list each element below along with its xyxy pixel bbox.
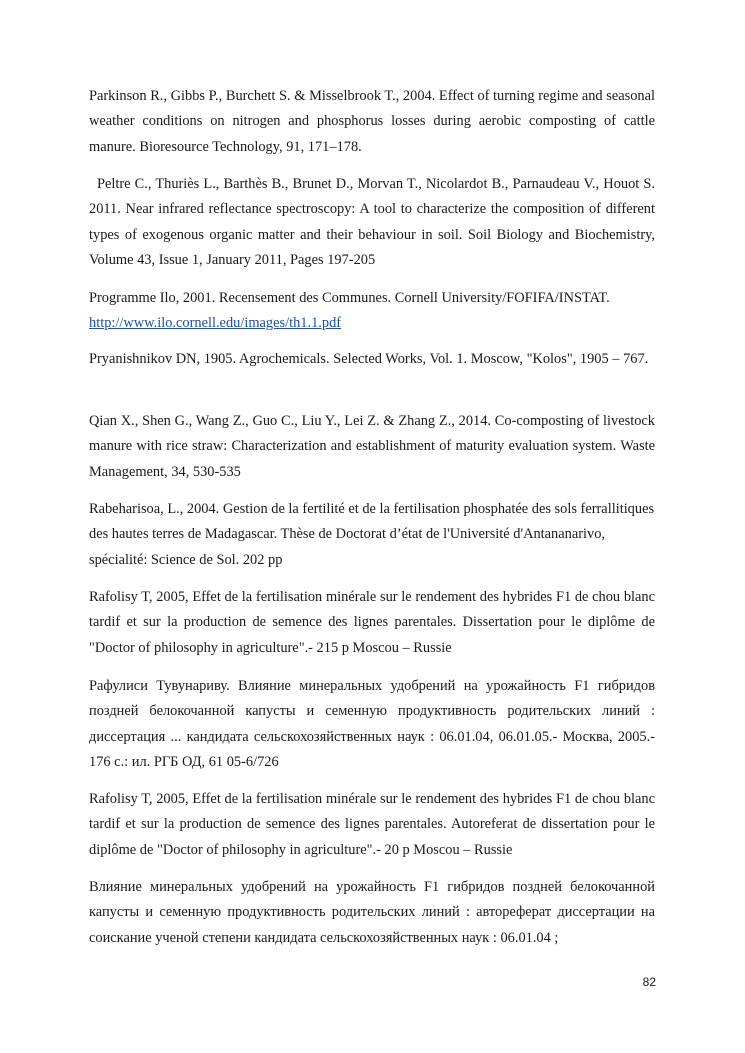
reference-rafolisy-2: Rafolisy T, 2005, Effet de la fertilisation minérale sur le rendement des hybrides F1 de chou blanc tardif et sur la production de semence des lignes parentales. Autoreferat de dissertation pour le diplôme de "Doctor of philosophy in agriculture".- 20 p Moscou – Russie <box>89 791 655 858</box>
reference-programme-ilo-text: Programme Ilo, 2001. Recensement des Communes. Cornell University/FOFIFA/INSTAT. <box>89 290 610 306</box>
reference-qian: Qian X., Shen G., Wang Z., Guo C., Liu Y., Lei Z. & Zhang Z., 2014. Co-composting of livestock manure with rice straw: Characterization and establishment of maturity evaluation system. Waste Management, 34, 530-535 <box>89 413 655 480</box>
reference-parkinson: Parkinson R., Gibbs P., Burchett S. & Misselbrook T., 2004. Effect of turning regime and seasonal weather conditions on nitrogen and phosphorus losses during aerobic composting of cattle manure. Bioresource Technology, 91, 171–178. <box>89 88 655 155</box>
page-number: 82 <box>642 975 656 989</box>
reference-rafulisi: Рафулиси Тувунариву. Влияние минеральных удобрений на урожайность F1 гибридов поздней белокочанной капусты и семенную продуктивность родительских линий : диссертация ... кандидата сельскохозяйственных наук : 06.01.04, 06.01.05.- Москва, 2005.- 176 с.: ил. РГБ ОД, 61 05-6/726 <box>89 678 655 771</box>
reference-vliyanie: Влияние минеральных удобрений на урожайность F1 гибридов поздней белокочанной капусты и семенную продуктивность родительских линий : автореферат диссертации на соискание ученой степени кандидата сельскохозяйственных наук : 06.01.04 ; <box>89 879 655 946</box>
reference-peltre-text: Peltre C., Thuriès L., Barthès B., Brunet D., Morvan T., Nicolardot B., Parnaudeau V., Houot S. 2011. Near infrared reflectance spectroscopy: A tool to characterize the composition of different types of exogenous organic matter and their behaviour in soil. Soil Biology and Biochemistry, Volume 43, Issue 1, January 2011, Pages 197-205 <box>89 176 655 269</box>
reference-pryanishnikov: Pryanishnikov DN, 1905. Agrochemicals. Selected Works, Vol. 1. Moscow, "Kolos", 1905 – 767. <box>89 351 649 367</box>
reference-rafolisy-1: Rafolisy T, 2005, Effet de la fertilisation minérale sur le rendement des hybrides F1 de chou blanc tardif et sur la production de semence des lignes parentales. Dissertation pour le diplôme de "Doctor of philosophy in agriculture".- 215 p Moscou – Russie <box>89 589 655 656</box>
reference-programme-ilo <box>89 286 655 337</box>
reference-link[interactable]: http://www.ilo.cornell.edu/images/th1.1.pdf <box>89 315 342 332</box>
reference-rabeharisoa: Rabeharisoa, L., 2004. Gestion de la fertilité et de la fertilisation phosphatée des sols ferrallitiques des hautes terres de Madagascar. Thèse de Doctorat d’état de l'Université d'Antananarivo, spécialité: Science de Sol. 202 pp <box>89 501 655 568</box>
reference-peltre <box>89 172 655 274</box>
